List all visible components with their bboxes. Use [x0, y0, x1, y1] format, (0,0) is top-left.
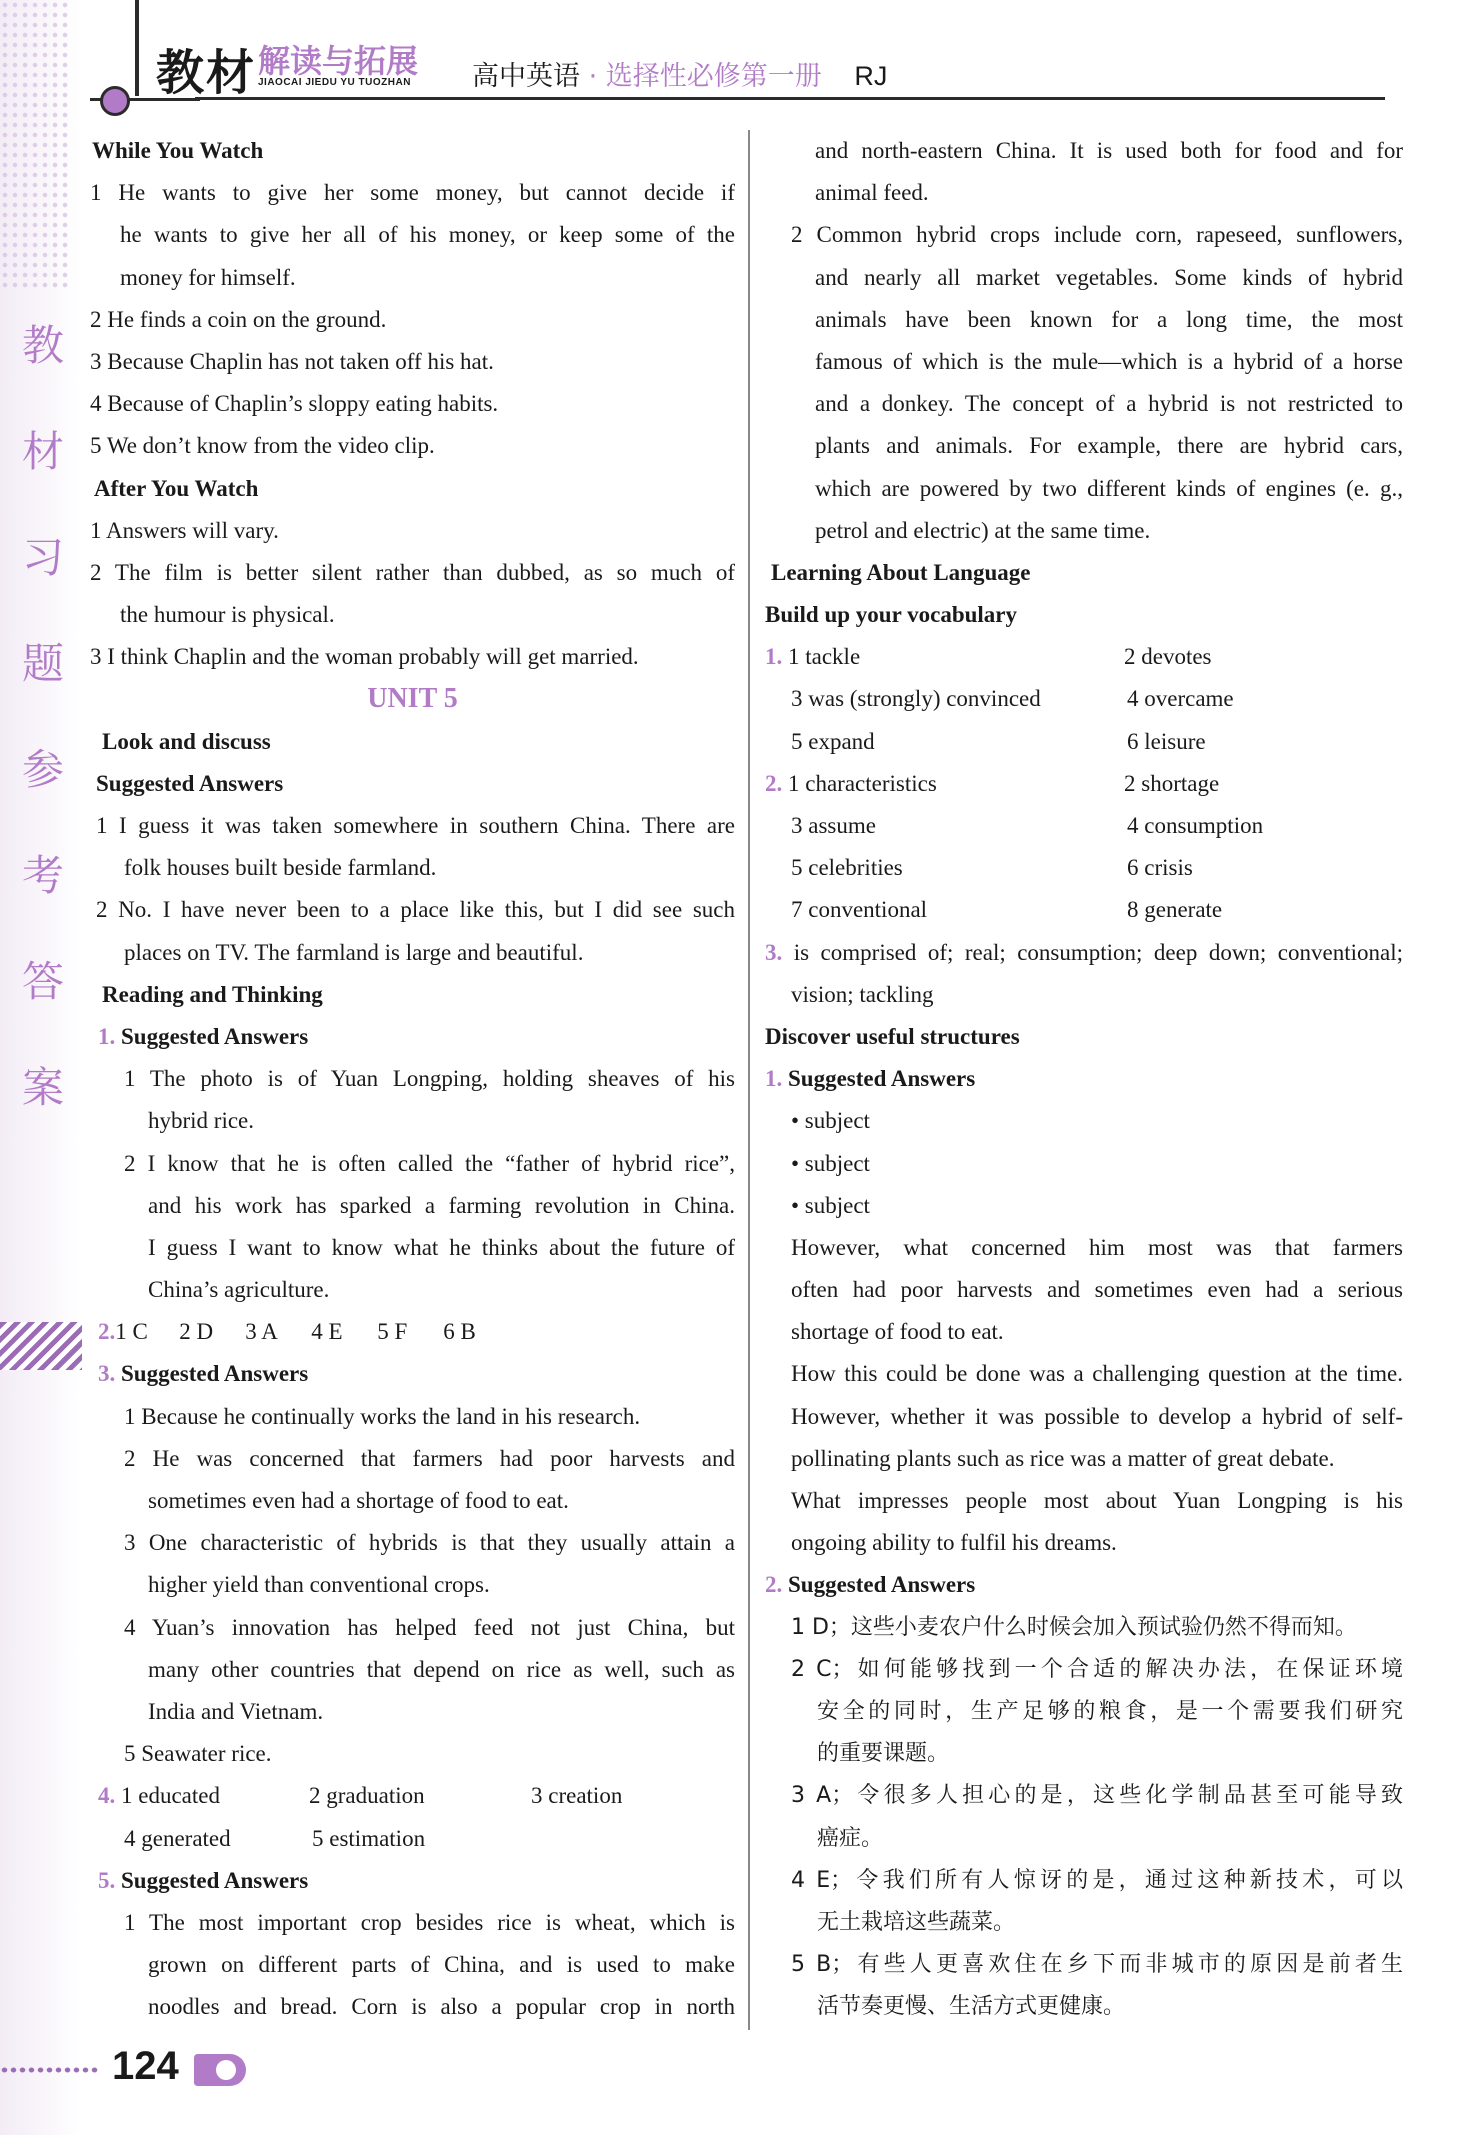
vocab-answer: 2 devotes [1124, 644, 1212, 670]
answer-line: he wants to give her all of his money, or keep some of the [120, 222, 735, 248]
bullet-line: • subject [791, 1150, 870, 1176]
pin-icon [100, 86, 130, 116]
answer-line: 1 He wants to give her some money, but cannot decide if [90, 180, 735, 206]
vocab-answer: 1 tackle [788, 644, 861, 670]
section-heading: Reading and Thinking [102, 981, 323, 1007]
subsection-heading: Discover useful structures [765, 1023, 1020, 1049]
answer-line: 1 Answers will vary. [90, 517, 279, 543]
answer-line: China’s agriculture. [148, 1277, 330, 1303]
vocab-answer: 4 overcame [1127, 686, 1234, 712]
question-number: 5. [98, 1867, 116, 1893]
translation-line: 无土栽培这些蔬菜。 [817, 1909, 1016, 1935]
word-answer: 2 graduation [309, 1783, 425, 1809]
side-char: 材 [21, 427, 64, 476]
side-char: 习 [21, 533, 64, 582]
answer-line: hybrid rice. [148, 1108, 255, 1134]
answer-line: petrol and electric) at the same time. [815, 517, 1151, 543]
answer-line [763, 763, 1403, 805]
question-number: 2. [98, 1319, 116, 1345]
vocab-answer: 7 conventional [791, 897, 928, 923]
answer-line [763, 889, 1403, 931]
answer-line: 2 Common hybrid crops include corn, rapeseed, sunflowers, [791, 222, 1403, 248]
section-heading: While You Watch [92, 138, 264, 163]
word-answer: 1 educated [121, 1783, 220, 1809]
answer-line: pollinating plants such as rice was a matter of great debate. [791, 1445, 1335, 1471]
answer-line [90, 1311, 735, 1353]
answer-line: How this could be done was a challenging question at the time. [791, 1361, 1403, 1387]
right-column [763, 130, 1403, 2028]
match-answer: 3 A [245, 1319, 278, 1345]
word-answer: 5 estimation [312, 1825, 426, 1851]
vocab-answer: 6 crisis [1127, 855, 1193, 881]
answer-line: 1 The most important crop besides rice is wheat, which is [124, 1909, 735, 1935]
answer-line: vision; tackling [791, 981, 934, 1007]
answer-line: 3 Because Chaplin has not taken off his hat. [90, 348, 494, 374]
answer-line: folk houses built beside farmland. [124, 855, 437, 881]
answer-line [763, 932, 1403, 974]
answer-line [763, 847, 1403, 889]
question-number: 3. [98, 1361, 116, 1387]
answer-line: 2 He was concerned that farmers had poor harvests and [124, 1445, 735, 1471]
subsection-heading: Suggested Answers [121, 1023, 309, 1049]
answer-line: However, what concerned him most was that farmers [791, 1234, 1403, 1260]
vocab-answer: 5 expand [791, 728, 875, 754]
match-answer: 5 F [377, 1319, 408, 1345]
subsection-heading: Suggested Answers [121, 1867, 309, 1893]
answer-line: which are powered by two different kinds of engines (e. g., [815, 475, 1403, 501]
translation-line: 的重要课题。 [817, 1741, 950, 1767]
brand-subtitle: 解读与拓展 [258, 42, 419, 80]
answer-line: higher yield than conventional crops. [148, 1572, 490, 1598]
answer-line: and a donkey. The concept of a hybrid is not restricted to [815, 391, 1403, 417]
word-answer: 3 creation [531, 1783, 623, 1809]
answer-line: and north-eastern China. It is used both for food and for [815, 138, 1403, 163]
question-number: 3. [765, 939, 783, 965]
translation-line: 4 E；令我们所有人惊讶的是，通过这种新技术，可以 [791, 1867, 1403, 1893]
question-heading [90, 1353, 735, 1395]
answer-line: animal feed. [815, 180, 929, 206]
answer-line: 2 The film is better silent rather than dubbed, as so much of [90, 559, 735, 585]
subject-name: 高中英语 [472, 61, 580, 92]
left-column [90, 130, 735, 2028]
answer-text: is comprised of; real; consumption; deep down; conventional; [793, 939, 1403, 965]
question-number: 1. [765, 644, 783, 670]
translation-line: 1 D；这些小麦农户什么时候会加入预试验仍然不得而知。 [791, 1614, 1357, 1640]
translation-line: 2 C；如何能够找到一个合适的解决办法，在保证环境 [791, 1656, 1403, 1682]
header-rule [195, 97, 1385, 100]
question-number: 1. [765, 1066, 783, 1092]
answer-line: often had poor harvests and sometimes even had a serious [791, 1277, 1403, 1303]
answer-line: and his work has sparked a farming revolution in China. [148, 1192, 735, 1218]
answer-line [763, 636, 1403, 678]
vocab-answer: 8 generate [1127, 897, 1223, 923]
book-name: 选择性必修第一册 [605, 61, 822, 92]
side-char: 参 [21, 745, 64, 794]
bullet-line: • subject [791, 1192, 870, 1218]
answer-line [763, 805, 1403, 847]
vocab-answer: 4 consumption [1127, 813, 1264, 838]
answer-line [90, 1818, 735, 1860]
brand-pinyin: JIAOCAI JIEDU YU TUOZHAN [258, 77, 411, 88]
answer-line [763, 721, 1403, 763]
answer-line: 4 Yuan’s innovation has helped feed not just China, but [124, 1614, 735, 1640]
translation-line: 3 A；令很多人担心的是，这些化学制品甚至可能导致 [791, 1783, 1403, 1809]
stripe-decoration [0, 1322, 82, 1370]
vocab-answer: 6 leisure [1127, 728, 1206, 754]
book-subject [472, 54, 887, 93]
answer-line: However, whether it was possible to develop a hybrid of self- [791, 1403, 1403, 1429]
answer-line: 2 No. I have never been to a place like this, but I did see such [96, 897, 735, 923]
header-vertical-bar [135, 0, 139, 96]
question-number: 1. [98, 1023, 116, 1049]
translation-line: 活节奏更慢、生活方式更健康。 [817, 1994, 1126, 2020]
answer-line: many other countries that depend on rice as well, such as [148, 1656, 735, 1682]
subsection-heading: Suggested Answers [788, 1066, 976, 1092]
question-heading [90, 1016, 735, 1058]
footer-dots [0, 2066, 100, 2074]
answer-line: noodles and bread. Corn is also a popular crop in north [148, 1994, 735, 2020]
question-number: 2. [765, 770, 783, 796]
vocab-answer: 1 characteristics [788, 770, 937, 796]
answer-line: ongoing ability to fulfil his dreams. [791, 1530, 1117, 1556]
answer-line: and nearly all market vegetables. Some kinds of hybrid [815, 264, 1403, 290]
question-heading [763, 1058, 1403, 1100]
answer-line: shortage of food to eat. [791, 1319, 1004, 1345]
answer-line: 2 I know that he is often called the “father of hybrid rice”, [124, 1150, 735, 1176]
section-heading: Look and discuss [102, 728, 271, 754]
answer-line: sometimes even had a shortage of food to eat. [148, 1488, 569, 1513]
side-title [18, 318, 68, 1166]
question-heading [763, 1564, 1403, 1606]
subject-separator: · [588, 61, 598, 92]
side-char: 案 [21, 1063, 64, 1112]
unit-title: UNIT 5 [367, 683, 458, 715]
section-heading: After You Watch [94, 475, 259, 501]
answer-line: animals have been known for a long time, the most [815, 306, 1403, 332]
answer-line: grown on different parts of China, and is used to make [148, 1952, 735, 1978]
vocab-answer: 3 assume [791, 813, 876, 838]
answer-line: 3 One characteristic of hybrids is that they usually attain a [124, 1530, 735, 1556]
answer-line [763, 678, 1403, 720]
translation-line: 安全的同时，生产足够的粮食，是一个需要我们研究 [817, 1698, 1403, 1724]
translation-line: 5 B；有些人更喜欢住在乡下而非城市的原因是前者生 [791, 1952, 1403, 1978]
side-char: 题 [21, 639, 64, 688]
section-heading: Learning About Language [771, 559, 1031, 585]
answer-line: famous of which is the mule—which is a hybrid of a horse [815, 348, 1403, 374]
answer-line: 4 Because of Chaplin’s sloppy eating habits. [90, 391, 499, 417]
answer-line: places on TV. The farmland is large and beautiful. [124, 939, 584, 965]
answer-line: I guess I want to know what he thinks about the future of [148, 1234, 735, 1260]
side-char: 考 [21, 851, 64, 900]
question-number: 2. [765, 1572, 783, 1598]
match-answer: 6 B [443, 1319, 476, 1345]
side-char: 答 [21, 957, 64, 1006]
answer-line: 1 The photo is of Yuan Longping, holding sheaves of his [124, 1066, 735, 1092]
match-answer: 4 E [311, 1319, 343, 1345]
answer-line: India and Vietnam. [148, 1698, 324, 1724]
answer-line: 1 I guess it was taken somewhere in southern China. There are [96, 813, 735, 838]
answer-line: plants and animals. For example, there are hybrid cars, [815, 433, 1403, 459]
match-answer: 1 C [115, 1319, 148, 1345]
brand-title: 教材 [156, 45, 257, 101]
vocab-answer: 2 shortage [1124, 770, 1220, 796]
answer-line [90, 1775, 735, 1817]
answer-line: the humour is physical. [120, 602, 335, 628]
edition-label: RJ [854, 61, 888, 91]
subsection-heading: Suggested Answers [96, 770, 284, 796]
subsection-heading: Suggested Answers [121, 1361, 309, 1387]
answer-line: What impresses people most about Yuan Longping is his [791, 1488, 1403, 1513]
page-header [90, 0, 1380, 110]
page-tab-icon [194, 2054, 246, 2086]
subsection-heading: Suggested Answers [788, 1572, 976, 1598]
answer-line: money for himself. [120, 264, 296, 290]
column-divider [748, 130, 750, 2030]
answer-line: 5 Seawater rice. [124, 1741, 272, 1767]
question-heading [90, 1860, 735, 1902]
vocab-answer: 5 celebrities [791, 855, 903, 881]
answer-line: 2 He finds a coin on the ground. [90, 306, 387, 332]
side-char: 教 [21, 321, 64, 370]
answer-line: 5 We don’t know from the video clip. [90, 433, 435, 459]
dot-pattern [0, 0, 70, 290]
word-answer: 4 generated [124, 1825, 231, 1851]
bullet-line: • subject [791, 1108, 870, 1134]
answer-line: 1 Because he continually works the land in his research. [124, 1403, 641, 1429]
translation-line: 癌症。 [817, 1825, 884, 1851]
match-answer: 2 D [179, 1319, 214, 1345]
question-number: 4. [98, 1783, 116, 1809]
vocab-answer: 3 was (strongly) convinced [791, 686, 1041, 712]
page-number: 124 [112, 2044, 179, 2088]
subsection-heading: Build up your vocabulary [765, 602, 1018, 628]
answer-line: 3 I think Chaplin and the woman probably will get married. [90, 644, 639, 670]
